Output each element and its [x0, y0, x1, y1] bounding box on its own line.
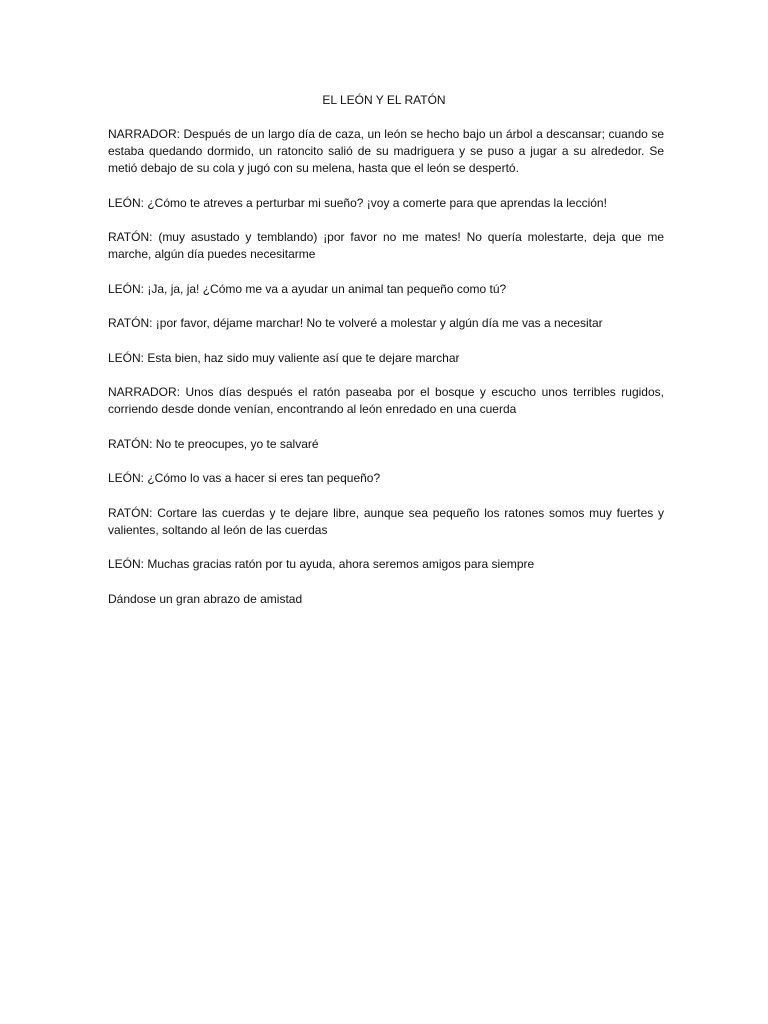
paragraph-raton-1	[108, 229, 664, 263]
speaker-label: RATÓN:	[108, 505, 153, 520]
document-body	[108, 126, 664, 625]
dialogue-text: Cortare las cuerdas y te dejare libre, aunque sea pequeño los ratones somos muy fuertes y valientes, soltando al león de las cuerdas	[108, 505, 664, 537]
speaker-label: LEÓN:	[108, 557, 145, 571]
speaker-label: NARRADOR:	[108, 127, 181, 141]
dialogue-text: ¿Cómo lo vas a hacer si eres tan pequeño?	[144, 471, 381, 485]
speaker-label: LEÓN:	[108, 350, 145, 365]
paragraph-narrador-1	[108, 126, 664, 177]
dialogue-text: ¡por favor, déjame marchar! No te volveré a molestar y algún día me vas a necesitar	[152, 316, 603, 330]
speaker-label: RATÓN:	[108, 436, 153, 451]
dialogue-text: Muchas gracias ratón por tu ayuda, ahora seremos amigos para siempre	[144, 557, 535, 571]
dialogue-text: No te preocupes, yo te salvaré	[152, 436, 319, 451]
paragraph-leon-1	[108, 195, 664, 212]
speaker-label: LEÓN:	[108, 281, 145, 296]
speaker-label: LEÓN:	[108, 195, 145, 210]
paragraph-leon-3	[108, 350, 664, 367]
dialogue-text: ¿Cómo te atreves a perturbar mi sueño? ¡voy a comerte para que aprendas la lección!	[144, 195, 607, 210]
dialogue-text: Unos días después el ratón paseaba por el bosque y escucho unos terribles rugidos, corriendo desde donde venían, encontrando al león enredado en una cuerda	[108, 385, 664, 416]
paragraph-closing	[108, 591, 664, 608]
paragraph-narrador-2	[108, 384, 664, 418]
dialogue-text: (muy asustado y temblando) ¡por favor no me mates! No quería molestarte, deja que me marche, algún día puedes necesitarme	[108, 230, 664, 261]
paragraph-raton-2	[108, 315, 664, 332]
paragraph-raton-3	[108, 436, 664, 453]
dialogue-text: ¡Ja, ja, ja! ¿Cómo me va a ayudar un animal tan pequeño como tú?	[144, 281, 507, 296]
speaker-label: RATÓN:	[108, 316, 153, 330]
paragraph-leon-2	[108, 281, 664, 298]
dialogue-text: Esta bien, haz sido muy valiente así que te dejare marchar	[144, 350, 460, 365]
paragraph-raton-4	[108, 505, 664, 539]
speaker-label: LEÓN:	[108, 471, 145, 485]
dialogue-text: Dándose un gran abrazo de amistad	[108, 591, 303, 606]
document-title: EL LEÓN Y EL RATÓN	[322, 93, 446, 107]
dialogue-text: Después de un largo día de caza, un león se hecho bajo un árbol a descansar; cuando se estaba quedando dormido, un ratoncito salió de su madriguera y se puso a jugar a su alrededor. Se metió debajo de su cola y jugó con su melena, hasta que el león se despertó.	[108, 127, 664, 175]
speaker-label: NARRADOR:	[108, 385, 181, 399]
paragraph-leon-5	[108, 556, 664, 573]
paragraph-leon-4	[108, 470, 664, 487]
speaker-label: RATÓN:	[108, 230, 153, 244]
